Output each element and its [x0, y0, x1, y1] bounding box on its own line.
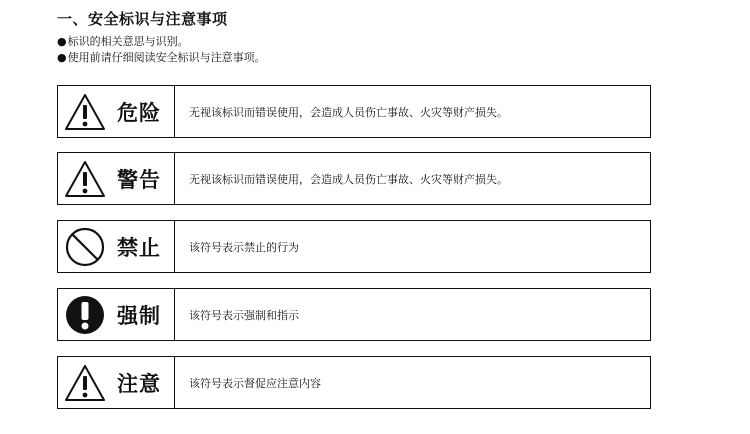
bullet-item: ●标识的相关意思与识别。 — [57, 35, 189, 48]
safety-sign-description: 该符号表示强制和指示 — [189, 308, 299, 322]
safety-sign-label-cell — [58, 86, 175, 137]
safety-sign-mandatory — [57, 288, 651, 341]
bullet-item: ●使用前请仔细阅读安全标识与注意事项。 — [57, 51, 266, 64]
warning-triangle-icon — [64, 91, 106, 133]
bullet-list — [57, 34, 266, 66]
safety-sign-label: 强制 — [117, 303, 161, 328]
prohibition-circle-icon — [64, 226, 106, 268]
section-title: 一、安全标识与注意事项 — [57, 10, 228, 28]
safety-sign-danger — [57, 85, 651, 138]
safety-sign-label: 警告 — [117, 167, 161, 192]
safety-sign-description: 该符号表示禁止的行为 — [189, 240, 299, 254]
safety-sign-description: 该符号表示督促应注意内容 — [189, 376, 321, 390]
warning-triangle-icon — [64, 362, 106, 404]
safety-sign-label-cell — [58, 289, 175, 340]
safety-sign-description: 无视该标识而错误使用，会造成人员伤亡事故、火灾等财产损失。 — [189, 172, 508, 186]
safety-sign-label: 危险 — [117, 100, 161, 125]
safety-sign-label-cell — [58, 221, 175, 272]
mandatory-exclamation-icon — [64, 294, 106, 336]
safety-sign-caution — [57, 356, 651, 409]
safety-sign-label: 禁止 — [117, 235, 161, 260]
safety-sign-prohibited — [57, 220, 651, 273]
warning-triangle-icon — [64, 158, 106, 200]
safety-sign-description: 无视该标识而错误使用，会造成人员伤亡事故、火灾等财产损失。 — [189, 105, 508, 119]
bullet-dot-icon: ● — [57, 35, 67, 48]
safety-sign-warning — [57, 152, 651, 205]
safety-sign-label-cell — [58, 357, 175, 408]
safety-sign-label: 注意 — [117, 371, 161, 396]
bullet-dot-icon: ● — [57, 51, 67, 64]
safety-sign-label-cell — [58, 153, 175, 204]
